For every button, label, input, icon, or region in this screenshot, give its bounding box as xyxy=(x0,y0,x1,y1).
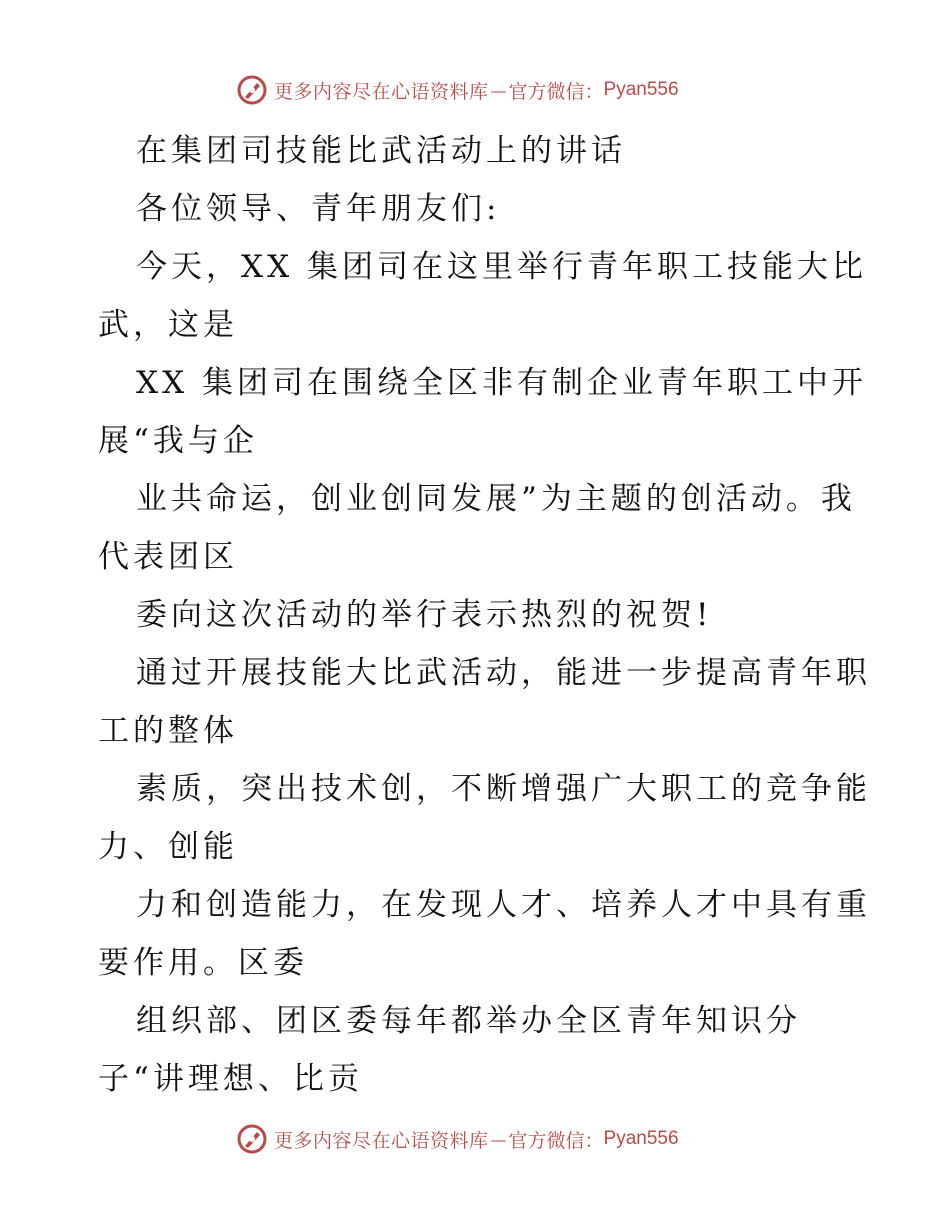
text-line: 各位领导、青年朋友们: xyxy=(136,191,501,227)
text-line: 要作用。区委 xyxy=(98,945,308,981)
watermark-text: 更多内容尽在心语资料库 xyxy=(274,1129,489,1152)
watermark-official-label: 官方微信： xyxy=(508,1129,604,1152)
text-line: 组织部、团区委每年都举办全区青年知识分 xyxy=(136,1003,801,1039)
text-line: 展“我与企 xyxy=(98,423,258,459)
text-line: 力、创能 xyxy=(98,829,238,865)
pen-logo-icon xyxy=(236,1123,268,1155)
footer-watermark xyxy=(236,1122,679,1156)
text-line: 素质，突出技术创，不断增强广大职工的竞争能 xyxy=(136,771,871,807)
text-line: 工的整体 xyxy=(98,713,238,749)
watermark-wechat-id: Pyan556 xyxy=(603,1128,679,1149)
text-line: 今天，XX 集团司在这里举行青年职工技能大比 xyxy=(136,249,867,285)
text-line: 代表团区 xyxy=(98,539,238,575)
document-body xyxy=(98,122,871,1108)
watermark-separator: — xyxy=(490,1129,507,1149)
watermark-wechat-id: Pyan556 xyxy=(603,79,679,100)
text-line: 武，这是 xyxy=(98,307,238,343)
header-watermark xyxy=(236,73,679,107)
text-line: 业共命运，创业创同发展”为主题的创活动。我 xyxy=(136,481,856,517)
watermark-official-label: 官方微信： xyxy=(508,80,604,103)
text-line: 子“讲理想、比贡 xyxy=(98,1061,363,1097)
text-line: 通过开展技能大比武活动，能进一步提高青年职 xyxy=(136,655,871,691)
text-line: XX 集团司在围绕全区非有制企业青年职工中开 xyxy=(136,365,867,401)
watermark-text: 更多内容尽在心语资料库 xyxy=(274,80,489,103)
text-line: 在集团司技能比武活动上的讲话 xyxy=(136,133,626,169)
pen-logo-icon xyxy=(236,74,268,106)
text-line: 力和创造能力，在发现人才、培养人才中具有重 xyxy=(136,887,871,923)
watermark-separator: — xyxy=(490,80,507,100)
text-line: 委向这次活动的举行表示热烈的祝贺! xyxy=(136,597,713,633)
